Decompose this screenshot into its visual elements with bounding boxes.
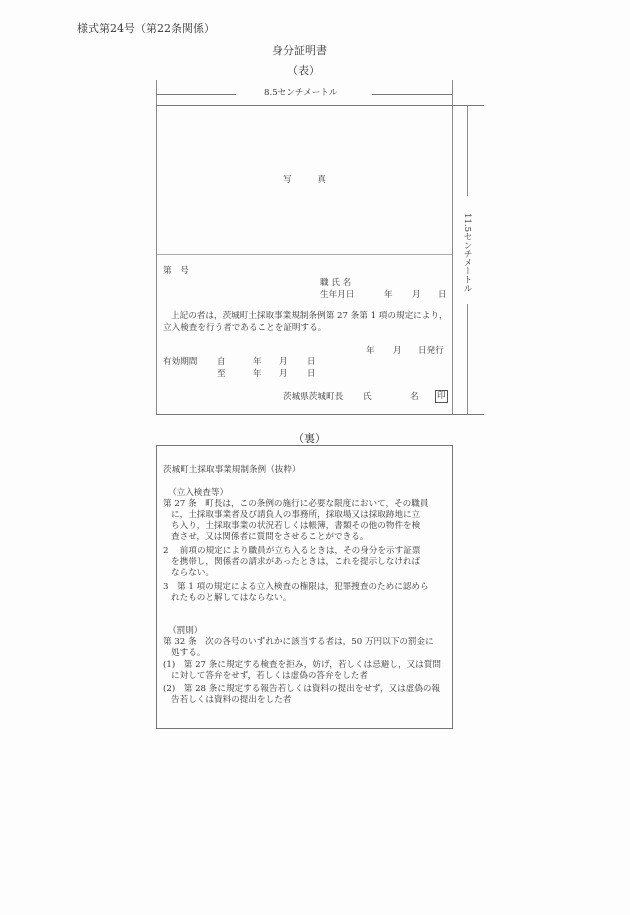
validity-to-day: 日 bbox=[307, 369, 316, 379]
issue-month: 月 bbox=[393, 346, 402, 356]
certification-text-line-2: 立入検査を行う者であることを証明する。 bbox=[163, 323, 327, 333]
validity-from-year: 年 bbox=[253, 357, 262, 367]
validity-label: 有効期間 bbox=[163, 357, 198, 367]
article-27-line-3: ち入り，土採取事業の状況若しくは帳簿，書類その他の物件を検 bbox=[171, 521, 421, 531]
birthdate-year: 年 bbox=[384, 290, 393, 300]
number-label: 第 号 bbox=[163, 266, 189, 276]
width-dimension-line-right bbox=[372, 94, 452, 95]
issue-year: 年 bbox=[366, 346, 375, 356]
issuer-name-label-2: 名 bbox=[410, 392, 419, 402]
article-32-line-1: 第 32 条 次の各号のいずれかに該当する者は，50 万円以下の罰金に bbox=[163, 637, 434, 647]
photo-divider bbox=[157, 254, 452, 255]
section-heading-inspection: （立入検査等） bbox=[168, 488, 229, 498]
validity-from-label: 自 bbox=[217, 357, 226, 367]
validity-from-day: 日 bbox=[307, 357, 316, 367]
article-27-p3-line-2: れたものと解してはならない。 bbox=[171, 593, 292, 603]
birthdate-day: 日 bbox=[438, 290, 447, 300]
front-side-label: （表） bbox=[287, 64, 320, 77]
height-guide-bottom bbox=[452, 414, 484, 415]
document-title: 身分証明書 bbox=[272, 44, 327, 57]
height-dimension-line-bottom bbox=[467, 304, 468, 414]
job-name-label: 職 氏 名 bbox=[320, 278, 352, 288]
form-number: 様式第24号（第22条関係） bbox=[77, 22, 215, 35]
width-dimension-label: 8.5センチメートル bbox=[264, 88, 338, 98]
validity-to-label: 至 bbox=[217, 369, 226, 379]
validity-from-month: 月 bbox=[279, 357, 288, 367]
width-dimension-line-left bbox=[156, 94, 236, 95]
item-1-line-1: (1) 第 27 条に規定する検査を拒み，妨げ，若しくは忌避し，又は質問 bbox=[163, 660, 441, 670]
birthdate-month: 月 bbox=[412, 290, 421, 300]
section-heading-penalties: （罰則） bbox=[168, 626, 203, 636]
validity-to-year: 年 bbox=[253, 369, 262, 379]
issuer-title: 茨城県茨城町長 bbox=[283, 392, 344, 402]
issue-day: 日発行 bbox=[418, 346, 444, 356]
seal-mark bbox=[435, 390, 448, 403]
photo-area-label: 写 真 bbox=[283, 175, 326, 185]
article-27-p2-line-2: を携帯し，関係者の請求があったときは，これを提示しなければ bbox=[171, 557, 421, 567]
certification-text-line-1: 上記の者は，茨城町土採取事業規制条例第 27 条第 1 項の規定により， bbox=[171, 311, 448, 321]
validity-to-month: 月 bbox=[279, 369, 288, 379]
height-dimension-line-top bbox=[467, 106, 468, 196]
item-1-line-2: に対して答弁をせず，若しくは虚偽の答弁をした者 bbox=[171, 671, 368, 681]
article-27-line-1: 第 27 条 町長は，この条例の施行に必要な限度において，その職員 bbox=[163, 499, 429, 509]
back-side-label: （裏） bbox=[293, 432, 326, 445]
item-2-line-2: 告若しくは資料の提出をした者 bbox=[171, 695, 292, 705]
height-dimension-label: 11.5センチメートル bbox=[462, 213, 472, 293]
seal-icon: 印 bbox=[437, 391, 446, 401]
article-27-p2-line-1: 2 前項の規定により職員が立ち入るときは，その身分を示す証票 bbox=[163, 546, 421, 556]
article-32-line-2: 処する。 bbox=[171, 648, 206, 658]
article-27-p2-line-3: ならない。 bbox=[171, 568, 214, 578]
article-27-line-4: 査させ，又は関係者に質問をさせることができる。 bbox=[171, 532, 369, 542]
birthdate-label: 生年月日 bbox=[320, 290, 355, 300]
article-27-line-2: に，土採取事業者及び請負人の事務所，採取場又は採取跡地に立 bbox=[171, 510, 421, 520]
item-2-line-1: (2) 第 28 条に規定する報告若しくは資料の提出をせず，又は虚偽の報 bbox=[163, 684, 441, 694]
issuer-name-label-1: 氏 bbox=[363, 392, 372, 402]
height-guide-top bbox=[452, 105, 484, 106]
ordinance-title: 茨城町土採取事業規制条例（抜粋） bbox=[163, 465, 301, 475]
article-27-p3-line-1: 3 第 1 項の規定による立入検査の権限は，犯罪捜査のために認めら bbox=[163, 582, 429, 592]
front-card bbox=[156, 105, 453, 415]
